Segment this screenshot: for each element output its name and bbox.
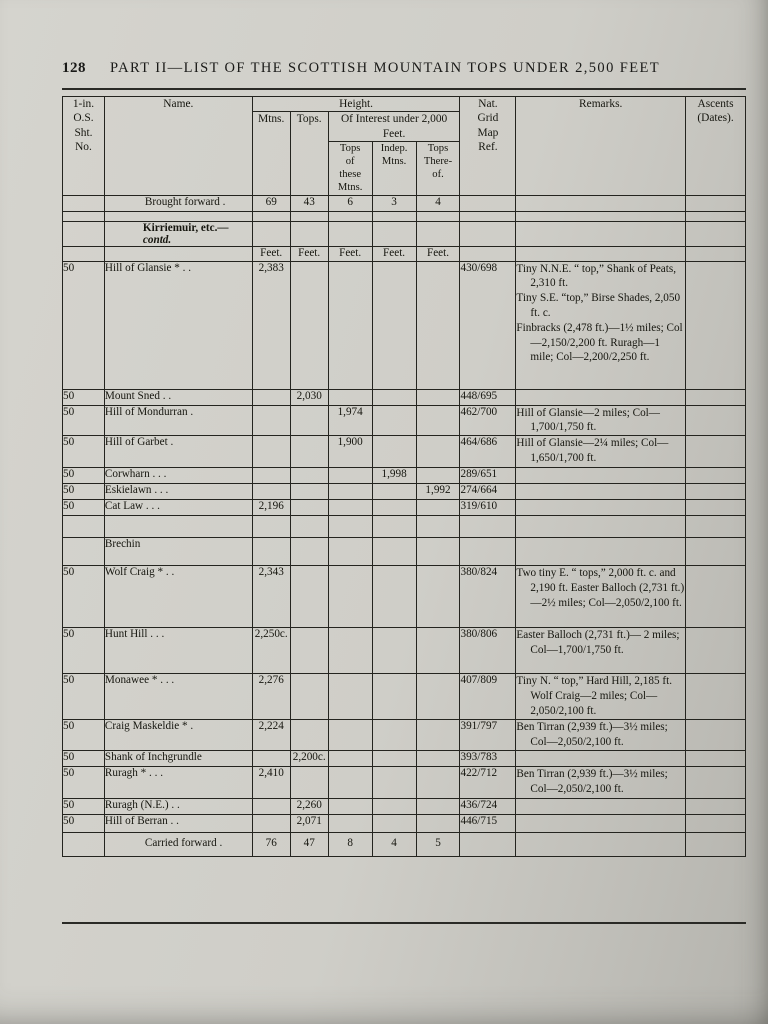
- cell-ngr: 289/651: [460, 468, 516, 484]
- cell-tops-of-these: [328, 221, 372, 246]
- running-head-title: PART II—LIST OF THE SCOTTISH MOUNTAIN TOPS UNDER 2,500 FEET: [110, 60, 660, 76]
- col-header-mtns: Mtns.: [252, 112, 290, 195]
- cell-ascents: [686, 674, 746, 720]
- mountain-tops-table: [62, 96, 746, 857]
- cell-tops: [290, 628, 328, 674]
- cell-thereof: [416, 516, 460, 538]
- cell-units-mtns: Feet.: [252, 246, 290, 261]
- cell-indep: [372, 221, 416, 246]
- cell-tops: 2,071: [290, 814, 328, 832]
- cell-mtns: [252, 436, 290, 468]
- ascents-line-1: Ascents: [697, 98, 734, 110]
- cell-name: Cat Law . . .: [104, 500, 252, 516]
- cell-tops: [290, 484, 328, 500]
- col-header-tops-thereof: [416, 141, 460, 195]
- cell-ngr: 464/686: [460, 436, 516, 468]
- cell-tops-of-these: [328, 538, 372, 566]
- cell-indep: [372, 389, 416, 405]
- cell-sheet: 50: [63, 628, 105, 674]
- cell-tops-of-these: [328, 211, 372, 221]
- cell-tops: [290, 500, 328, 516]
- cell-indep: [372, 538, 416, 566]
- cell-ascents: [686, 766, 746, 798]
- cell-mtns: [252, 750, 290, 766]
- cell-ngr: [460, 538, 516, 566]
- table-header: [63, 97, 746, 196]
- cell-sheet: 50: [63, 405, 105, 436]
- cell-remarks: [516, 538, 686, 566]
- cell-name: Monawee * . . .: [104, 674, 252, 720]
- sheet-line-4: No.: [75, 140, 92, 153]
- cell-ngr: [460, 221, 516, 246]
- col-header-ngr: [460, 97, 516, 196]
- col-header-tops: Tops.: [290, 112, 328, 195]
- cell-thereof: [416, 389, 460, 405]
- cell-tops-of-these: [328, 674, 372, 720]
- cell-brought-forward-label: Brought forward .: [104, 195, 252, 211]
- col-header-indep-mtns: [372, 141, 416, 195]
- cell-ngr: 391/797: [460, 720, 516, 751]
- cell-indep: [372, 766, 416, 798]
- indep-line-2: Mtns.: [381, 155, 407, 167]
- cell-ascents: [686, 405, 746, 436]
- cell-sheet: 50: [63, 750, 105, 766]
- cell-tops-of-these: [328, 814, 372, 832]
- indep-line-1: Indep.: [380, 142, 408, 154]
- cell-tops-of-these: [328, 261, 372, 389]
- cell-ascents: [686, 468, 746, 484]
- remark-line: Two tiny E. “ tops,” 2,000 ft. c. and 2,190 ft. Easter Balloch (2,731 ft.)—2½ miles; Col—2,050/2,100 ft.: [516, 567, 685, 609]
- cell-sheet: 50: [63, 436, 105, 468]
- cell-tops: [290, 211, 328, 221]
- table-row: [63, 720, 746, 751]
- cell-thereof: [416, 405, 460, 436]
- cell-sheet: 50: [63, 468, 105, 484]
- cell-ascents: [686, 798, 746, 814]
- cell-tops-of-these: [328, 468, 372, 484]
- cell-thereof: [416, 211, 460, 221]
- cell-indep: [372, 261, 416, 389]
- remark-line: Hill of Glansie—2 miles; Col—1,700/1,750 ft.: [516, 406, 660, 434]
- cell-mtns: [252, 211, 290, 221]
- cell-tops-of-these: 1,974: [328, 405, 372, 436]
- table-row-carried-forward: [63, 832, 746, 856]
- cell-ngr: [460, 195, 516, 211]
- cell-thereof: [416, 221, 460, 246]
- section-title-text: Kirriemuir, etc.: [142, 221, 218, 234]
- totm-line-1: Tops: [339, 142, 361, 154]
- cell-tops-of-these: [328, 484, 372, 500]
- remark-line: Hill of Glansie—2¼ miles; Col—1,650/1,700 ft.: [516, 437, 669, 465]
- cell-mtns: 2,250c.: [252, 628, 290, 674]
- table-row: [63, 628, 746, 674]
- cell-ascents: [686, 538, 746, 566]
- cell-ngr: 380/824: [460, 566, 516, 628]
- cell-ascents: [686, 628, 746, 674]
- table-row-section-kirriemuir: [63, 221, 746, 246]
- cell-thereof: [416, 674, 460, 720]
- table-row: [63, 750, 746, 766]
- cell-tops: [290, 516, 328, 538]
- cell-indep: [372, 484, 416, 500]
- cell-name: Corwharn . . .: [104, 468, 252, 484]
- cell-name: Hill of Berran . .: [104, 814, 252, 832]
- ngr-line-4: Ref.: [478, 140, 498, 153]
- cell-tops: [290, 538, 328, 566]
- cell-ngr: [460, 832, 516, 856]
- totm-line-4: Mtns.: [337, 182, 363, 194]
- cell-sheet: [63, 516, 105, 538]
- cell-mtns: [252, 468, 290, 484]
- cell-mtns: [252, 389, 290, 405]
- cell-tops: [290, 468, 328, 484]
- cell-mtns: [252, 814, 290, 832]
- sheet-line-2: O.S.: [73, 112, 94, 125]
- cell-remarks: [516, 484, 686, 500]
- cell-sheet: [63, 538, 105, 566]
- table-row-spacer: [63, 516, 746, 538]
- cell-remarks: [516, 405, 686, 436]
- cell-tops: [290, 674, 328, 720]
- cell-mtns: [252, 484, 290, 500]
- cell-remarks: [516, 798, 686, 814]
- cell-indep: [372, 516, 416, 538]
- col-header-tops-of-these-mtns: [328, 141, 372, 195]
- cell-tops-of-these: [328, 566, 372, 628]
- cell-thereof: [416, 750, 460, 766]
- cell-sheet: 50: [63, 798, 105, 814]
- cell-mtns: 2,224: [252, 720, 290, 751]
- cell-thereof: [416, 798, 460, 814]
- table-row-section-brechin: [63, 538, 746, 566]
- table-row: [63, 674, 746, 720]
- col-header-remarks: Remarks.: [516, 97, 686, 196]
- cell-remarks: [516, 389, 686, 405]
- totm-line-3: these: [339, 169, 362, 181]
- table-row: [63, 436, 746, 468]
- section-title-kirriemuir: [104, 221, 252, 246]
- remark-line: Ben Tirran (2,939 ft.)—3½ miles; Col—2,050/2,100 ft.: [516, 767, 668, 795]
- thereof-line-1: Tops: [427, 142, 449, 154]
- cell-name: Ruragh * . . .: [104, 766, 252, 798]
- cell-units-indep: Feet.: [372, 246, 416, 261]
- cell-thereof: [416, 436, 460, 468]
- cell-tops-of-these: [328, 750, 372, 766]
- cell-tops-of-these: 6: [328, 195, 372, 211]
- cell-remarks: [516, 221, 686, 246]
- cell-indep: [372, 720, 416, 751]
- remark-line: Ben Tirran (2,939 ft.)—3½ miles; Col—2,050/2,100 ft.: [516, 721, 668, 749]
- cell-sheet: 50: [63, 674, 105, 720]
- cell-remarks: [516, 628, 686, 674]
- ngr-line-2: Grid: [477, 112, 499, 125]
- col-header-under-2000-group: Of Interest under 2,000 Feet.: [328, 112, 460, 142]
- folio-number: 128: [62, 60, 86, 76]
- cell-tops: 2,200c.: [290, 750, 328, 766]
- cell-remarks: [516, 516, 686, 538]
- cell-ascents: [686, 720, 746, 751]
- cell-mtns: 2,383: [252, 261, 290, 389]
- cell-tops-of-these: [328, 766, 372, 798]
- cell-tops-of-these: [328, 500, 372, 516]
- cell-remarks: [516, 246, 686, 261]
- cell-ascents: [686, 389, 746, 405]
- cell-tops: [290, 766, 328, 798]
- cell-name: Hill of Glansie * . .: [104, 261, 252, 389]
- cell-name: Hill of Mondurran .: [104, 405, 252, 436]
- cell-mtns: 69: [252, 195, 290, 211]
- cell-sheet: 50: [63, 566, 105, 628]
- cell-ascents: [686, 566, 746, 628]
- cell-remarks: [516, 566, 686, 628]
- cell-ascents: [686, 246, 746, 261]
- cell-ngr: 319/610: [460, 500, 516, 516]
- ascents-line-2: (Dates).: [697, 112, 734, 125]
- cell-thereof: [416, 628, 460, 674]
- cell-indep: 4: [372, 832, 416, 856]
- cell-ngr: 380/806: [460, 628, 516, 674]
- cell-indep: [372, 628, 416, 674]
- cell-ngr: [460, 516, 516, 538]
- cell-indep: [372, 798, 416, 814]
- cell-sheet: 50: [63, 720, 105, 751]
- cell-ngr: 274/664: [460, 484, 516, 500]
- cell-mtns: 2,410: [252, 766, 290, 798]
- cell-mtns: 76: [252, 832, 290, 856]
- cell-mtns: [252, 221, 290, 246]
- cell-name: Ruragh (N.E.) . .: [104, 798, 252, 814]
- remark-line: Tiny N.N.E. “ top,” Shank of Peats, 2,310 ft.: [516, 262, 677, 290]
- table-row: [63, 766, 746, 798]
- table-row: [63, 468, 746, 484]
- table-row-spacer: [63, 211, 746, 221]
- cell-tops: 43: [290, 195, 328, 211]
- ngr-line-1: Nat.: [478, 98, 498, 110]
- cell-thereof: [416, 766, 460, 798]
- cell-tops: [290, 436, 328, 468]
- col-header-height-group: Height.: [252, 97, 460, 112]
- cell-remarks: [516, 468, 686, 484]
- remark-line: Easter Balloch (2,731 ft.)— 2 miles; Col—1,700/1,750 ft.: [516, 629, 680, 657]
- cell-ascents: [686, 221, 746, 246]
- cell-ngr: 436/724: [460, 798, 516, 814]
- remark-line: Tiny S.E. “top,” Birse Shades, 2,050 ft. c.: [516, 292, 681, 320]
- cell-thereof: [416, 261, 460, 389]
- col-header-sheet-no: [63, 97, 105, 196]
- cell-units-thereof: Feet.: [416, 246, 460, 261]
- cell-units-tops: Feet.: [290, 246, 328, 261]
- cell-tops: [290, 221, 328, 246]
- sheet-line-1: 1-in.: [72, 98, 95, 110]
- cell-mtns: 2,196: [252, 500, 290, 516]
- cell-ascents: [686, 500, 746, 516]
- cell-tops: [290, 720, 328, 751]
- cell-remarks: [516, 766, 686, 798]
- cell-name: Craig Maskeldie * .: [104, 720, 252, 751]
- cell-tops: [290, 405, 328, 436]
- table-row-brought-forward: [63, 195, 746, 211]
- cell-tops: 2,260: [290, 798, 328, 814]
- cell-name: Hunt Hill . . .: [104, 628, 252, 674]
- cell-sheet: 50: [63, 814, 105, 832]
- cell-tops: 47: [290, 832, 328, 856]
- cell-indep: [372, 436, 416, 468]
- col-header-ascents: [686, 97, 746, 196]
- cell-ngr: 393/783: [460, 750, 516, 766]
- cell-mtns: [252, 798, 290, 814]
- ngr-line-3: Map: [477, 126, 499, 139]
- cell-ascents: [686, 261, 746, 389]
- cell-name: [104, 516, 252, 538]
- thereof-line-3: of.: [432, 169, 444, 181]
- cell-sheet: [63, 832, 105, 856]
- cell-ascents: [686, 814, 746, 832]
- cell-ngr: 462/700: [460, 405, 516, 436]
- cell-sheet: 50: [63, 484, 105, 500]
- cell-ngr: 407/809: [460, 674, 516, 720]
- cell-indep: [372, 566, 416, 628]
- thereof-line-2: There-: [423, 155, 453, 167]
- cell-thereof: 1,992: [416, 484, 460, 500]
- cell-thereof: 4: [416, 195, 460, 211]
- cell-indep: [372, 500, 416, 516]
- totm-line-2: of: [345, 155, 355, 167]
- cell-ascents: [686, 211, 746, 221]
- cell-remarks: [516, 750, 686, 766]
- cell-mtns: 2,343: [252, 566, 290, 628]
- cell-thereof: [416, 720, 460, 751]
- cell-name: Hill of Garbet .: [104, 436, 252, 468]
- cell-sheet: 50: [63, 766, 105, 798]
- cell-remarks: [516, 832, 686, 856]
- table-row-units: [63, 246, 746, 261]
- cell-name: Eskielawn . . .: [104, 484, 252, 500]
- cell-sheet: [63, 195, 105, 211]
- cell-tops-of-these: [328, 798, 372, 814]
- cell-name: Wolf Craig * . .: [104, 566, 252, 628]
- table-row: [63, 814, 746, 832]
- cell-remarks: [516, 500, 686, 516]
- cell-ngr: 430/698: [460, 261, 516, 389]
- cell-tops-of-these: 1,900: [328, 436, 372, 468]
- cell-sheet: [63, 221, 105, 246]
- cell-remarks: [516, 211, 686, 221]
- cell-carried-forward-label: Carried forward .: [104, 832, 252, 856]
- cell-tops: 2,030: [290, 389, 328, 405]
- cell-name: [104, 246, 252, 261]
- cell-name: [104, 211, 252, 221]
- col-header-name: Name.: [104, 97, 252, 196]
- cell-ascents: [686, 516, 746, 538]
- cell-indep: [372, 750, 416, 766]
- cell-indep: [372, 405, 416, 436]
- remark-line: Tiny N. “ top,” Hard Hill, 2,185 ft. Wolf Craig—2 miles; Col—2,050/2,100 ft.: [516, 675, 672, 717]
- cell-ascents: [686, 195, 746, 211]
- table-row: [63, 261, 746, 389]
- cell-thereof: [416, 814, 460, 832]
- table-row: [63, 500, 746, 516]
- table-row: [63, 484, 746, 500]
- cell-thereof: [416, 538, 460, 566]
- table-body: [63, 195, 746, 856]
- table-row: [63, 389, 746, 405]
- cell-ngr: [460, 211, 516, 221]
- cell-mtns: [252, 405, 290, 436]
- cell-remarks: [516, 814, 686, 832]
- cell-sheet: 50: [63, 261, 105, 389]
- cell-remarks: [516, 674, 686, 720]
- cell-sheet: [63, 246, 105, 261]
- table-row: [63, 566, 746, 628]
- cell-tops: [290, 566, 328, 628]
- cell-ngr: 422/712: [460, 766, 516, 798]
- cell-indep: [372, 674, 416, 720]
- cell-thereof: [416, 468, 460, 484]
- cell-indep: 1,998: [372, 468, 416, 484]
- cell-ascents: [686, 484, 746, 500]
- cell-tops-of-these: [328, 389, 372, 405]
- cell-tops-of-these: 8: [328, 832, 372, 856]
- cell-thereof: 5: [416, 832, 460, 856]
- cell-ascents: [686, 832, 746, 856]
- cell-remarks: [516, 720, 686, 751]
- cell-ascents: [686, 750, 746, 766]
- cell-sheet: [63, 211, 105, 221]
- cell-mtns: [252, 538, 290, 566]
- cell-indep: 3: [372, 195, 416, 211]
- cell-ngr: [460, 246, 516, 261]
- cell-remarks: [516, 261, 686, 389]
- table-row: [63, 405, 746, 436]
- cell-sheet: 50: [63, 500, 105, 516]
- cell-tops: [290, 261, 328, 389]
- cell-tops-of-these: [328, 628, 372, 674]
- cell-remarks: [516, 195, 686, 211]
- sheet-line-3: Sht.: [74, 126, 93, 139]
- cell-thereof: [416, 500, 460, 516]
- cell-ngr: 448/695: [460, 389, 516, 405]
- cell-sheet: 50: [63, 389, 105, 405]
- cell-units-tops-of-these: Feet.: [328, 246, 372, 261]
- cell-remarks: [516, 436, 686, 468]
- cell-mtns: [252, 516, 290, 538]
- cell-thereof: [416, 566, 460, 628]
- cell-tops-of-these: [328, 516, 372, 538]
- table-row: [63, 798, 746, 814]
- cell-tops-of-these: [328, 720, 372, 751]
- cell-ngr: 446/715: [460, 814, 516, 832]
- cell-indep: [372, 814, 416, 832]
- cell-indep: [372, 211, 416, 221]
- cell-name: Mount Sned . .: [104, 389, 252, 405]
- cell-name: Shank of Inchgrundle: [104, 750, 252, 766]
- header-rule: [62, 88, 746, 90]
- section-title-contd: —contd.: [142, 221, 229, 246]
- section-title-brechin: Brechin: [104, 538, 252, 566]
- cell-ascents: [686, 436, 746, 468]
- footer-rule: [62, 922, 746, 924]
- remark-line: Finbracks (2,478 ft.)—1½ miles; Col—2,150/2,200 ft. Ruragh—1 mile; Col—2,200/2,250 ft.: [516, 321, 683, 364]
- cell-mtns: 2,276: [252, 674, 290, 720]
